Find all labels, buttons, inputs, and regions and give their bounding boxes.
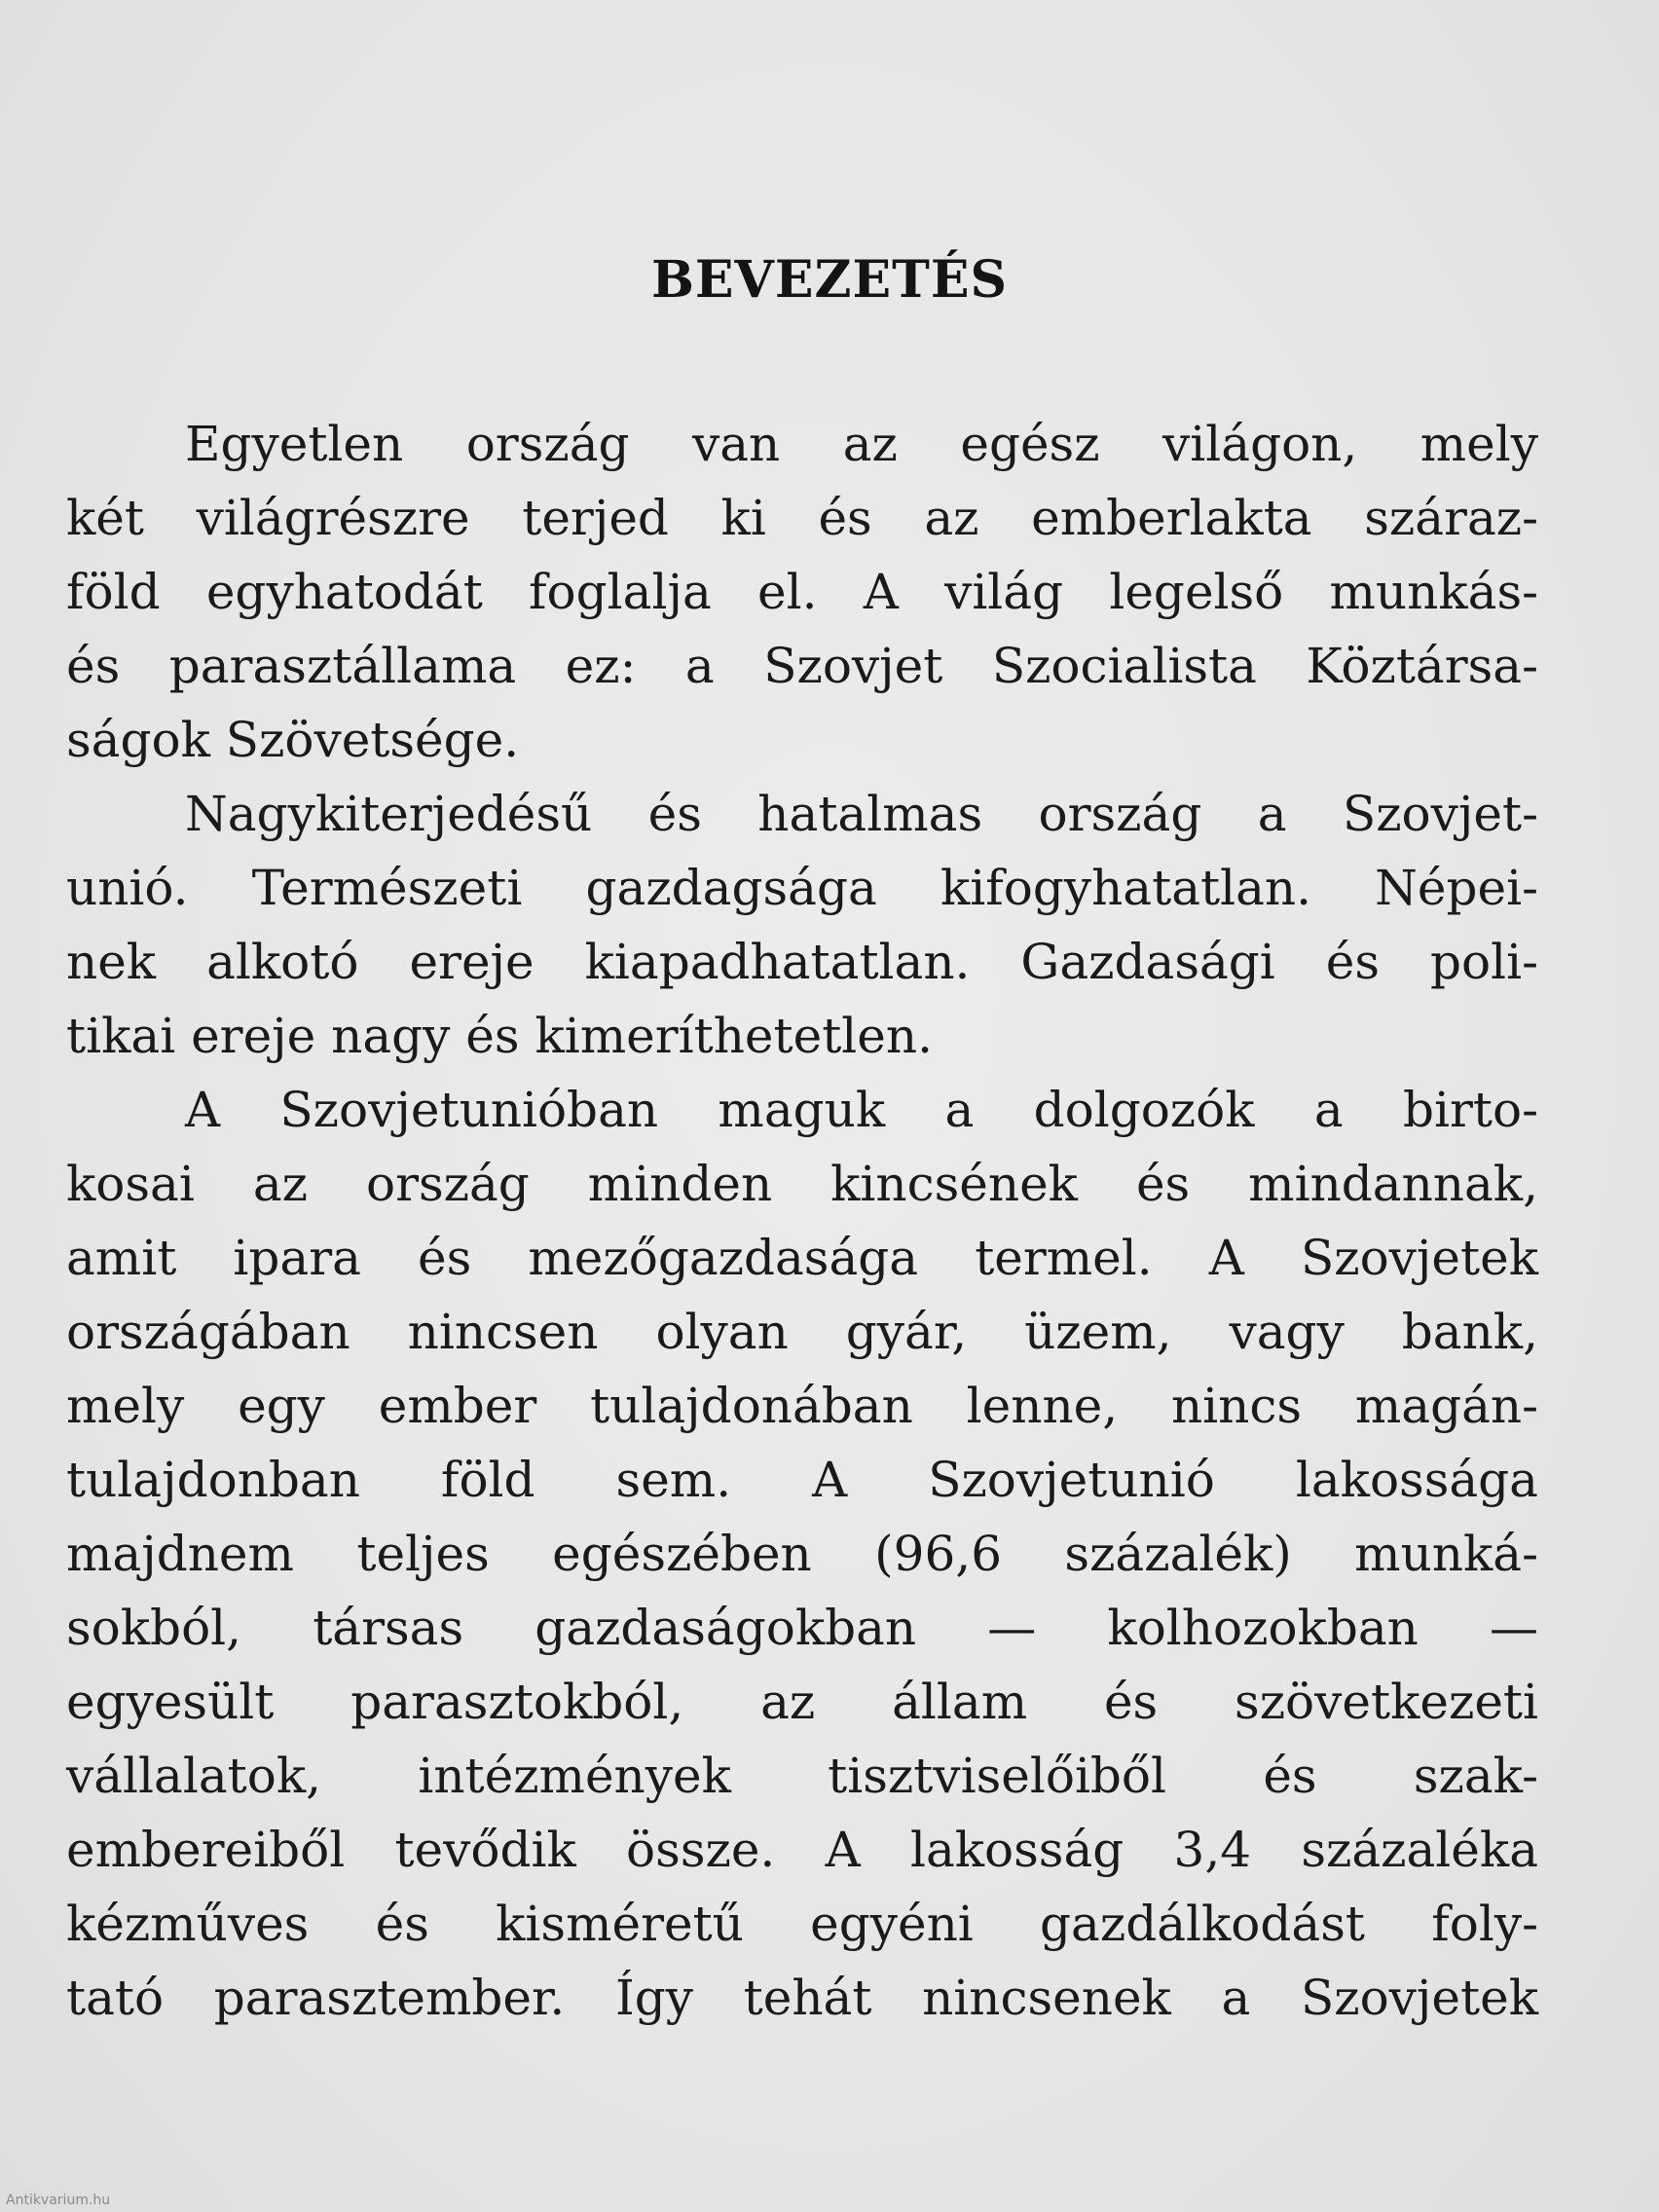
text-line: és parasztállama ez: a Szovjet Szocialista Köztársa- <box>66 638 1538 694</box>
text-line: tulajdonban föld sem. A Szovjetunió lakossága <box>66 1452 1538 1508</box>
text-line: sokból, társas gazdaságokban — kolhozokban — <box>66 1600 1538 1656</box>
body-text <box>66 407 1538 2035</box>
text-line: Egyetlen ország van az egész világon, mely <box>185 416 1538 472</box>
text-line: A Szovjetunióban maguk a dolgozók a birto- <box>185 1082 1538 1138</box>
text-line: nek alkotó ereje kiapadhatatlan. Gazdasági és poli- <box>66 934 1538 990</box>
text-line: kosai az ország minden kincsének és mindannak, <box>66 1156 1538 1212</box>
text-line: tikai ereje nagy és kimeríthetetlen. <box>66 1008 933 1064</box>
text-line: föld egyhatodát foglalja el. A világ legelső munkás- <box>66 564 1538 620</box>
watermark: Antikvarium.hu <box>6 2193 111 2208</box>
page-title: BEVEZETÉS <box>650 250 1009 310</box>
text-line: egyesült parasztokból, az állam és szövetkezeti <box>66 1674 1538 1730</box>
text-line: ságok Szövetsége. <box>66 712 520 768</box>
text-line: két világrészre terjed ki és az emberlakta száraz- <box>66 490 1538 546</box>
text-line: tató parasztember. Így tehát nincsenek a Szovjetek <box>66 1970 1538 2026</box>
text-line: országában nincsen olyan gyár, üzem, vagy bank, <box>66 1304 1538 1360</box>
text-line: amit ipara és mezőgazdasága termel. A Szovjetek <box>66 1230 1538 1286</box>
text-line: majdnem teljes egészében (96,6 százalék) munká- <box>66 1526 1538 1582</box>
text-line: Nagykiterjedésű és hatalmas ország a Szovjet- <box>185 786 1538 842</box>
text-line: kézműves és kisméretű egyéni gazdálkodást foly- <box>66 1896 1538 1952</box>
text-line: vállalatok, intézmények tisztviselőiből és szak- <box>66 1748 1538 1804</box>
text-line: embereiből tevődik össze. A lakosság 3,4 százaléka <box>66 1822 1538 1878</box>
text-line: mely egy ember tulajdonában lenne, nincs magán- <box>66 1378 1538 1434</box>
text-line: unió. Természeti gazdagsága kifogyhatatlan. Népei- <box>66 860 1538 916</box>
